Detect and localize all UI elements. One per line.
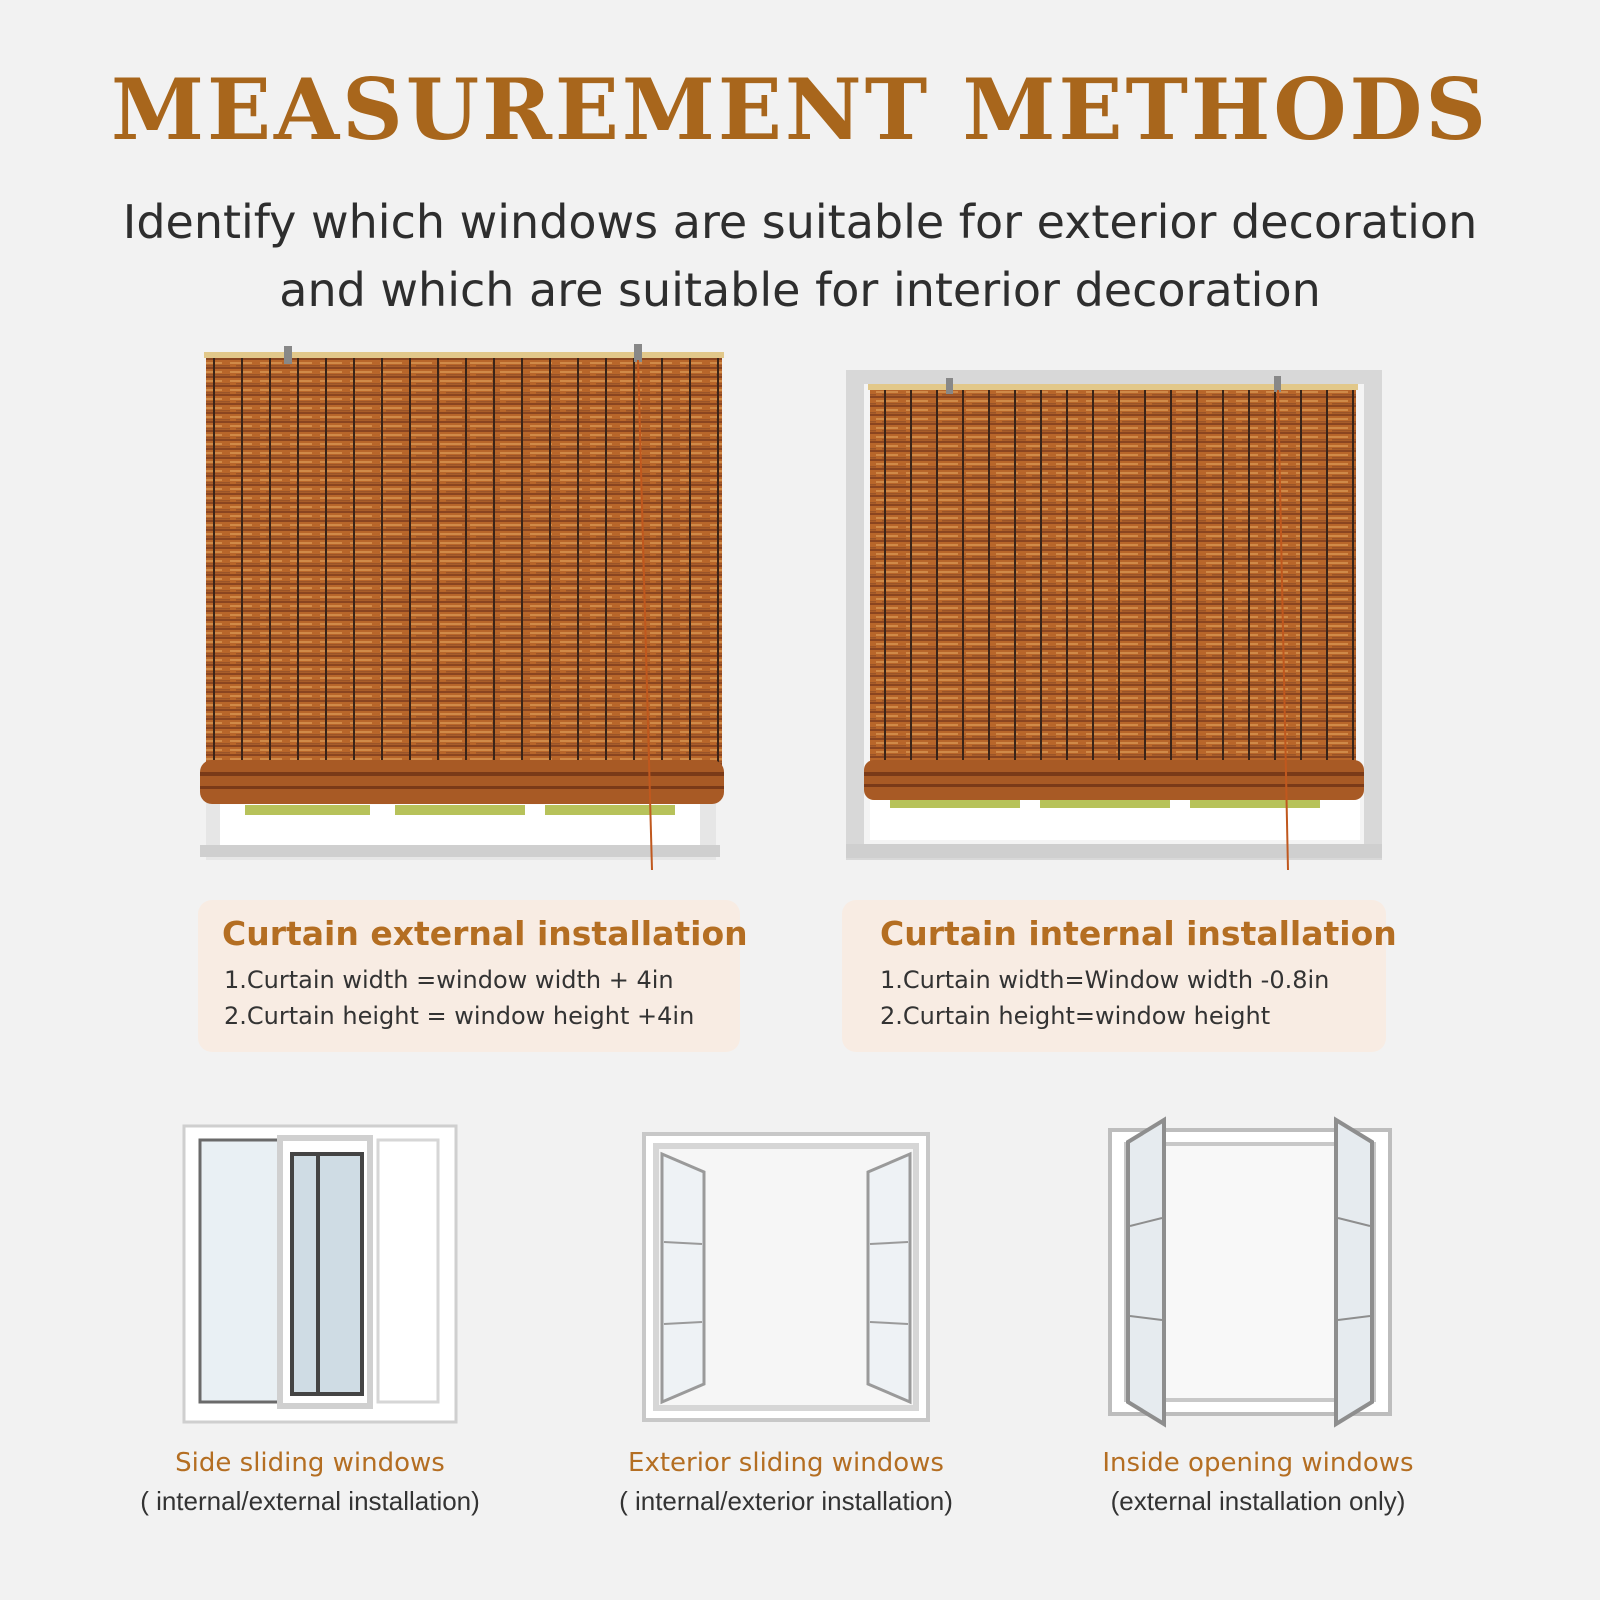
internal-height-rule: 2.Curtain height=window height [880, 1002, 1271, 1030]
internal-installation-card [842, 900, 1397, 1052]
subtitle-line-1: Identify which windows are suitable for exterior decoration [122, 195, 1478, 249]
internal-width-rule: 1.Curtain width=Window width -0.8in [880, 966, 1330, 994]
internal-installation-image [846, 360, 1386, 880]
exterior-sliding-window-image [642, 1132, 932, 1424]
side-sliding-label: Side sliding windows [175, 1448, 445, 1478]
side-sliding-note: ( internal/external installation) [140, 1486, 480, 1516]
external-installation-image [200, 340, 740, 880]
inside-opening-label: Inside opening windows [1102, 1448, 1414, 1478]
page-subtitle [60, 188, 1540, 324]
inside-opening-note: (external installation only) [1110, 1486, 1406, 1516]
external-height-rule: 2.Curtain height = window height +4in [224, 1002, 695, 1030]
exterior-sliding-note: ( internal/exterior installation) [619, 1486, 953, 1516]
external-width-rule: 1.Curtain width =window width + 4in [224, 966, 674, 994]
page-title: MEASUREMENT METHODS [110, 60, 1490, 159]
external-installation-title: Curtain external installation [222, 914, 748, 953]
subtitle-line-2: and which are suitable for interior decoration [279, 263, 1321, 317]
external-installation-card [198, 900, 748, 1052]
inside-opening-window-image [1106, 1116, 1396, 1432]
exterior-sliding-label: Exterior sliding windows [628, 1448, 944, 1478]
internal-installation-title: Curtain internal installation [880, 914, 1397, 953]
side-sliding-window-image [182, 1118, 462, 1428]
